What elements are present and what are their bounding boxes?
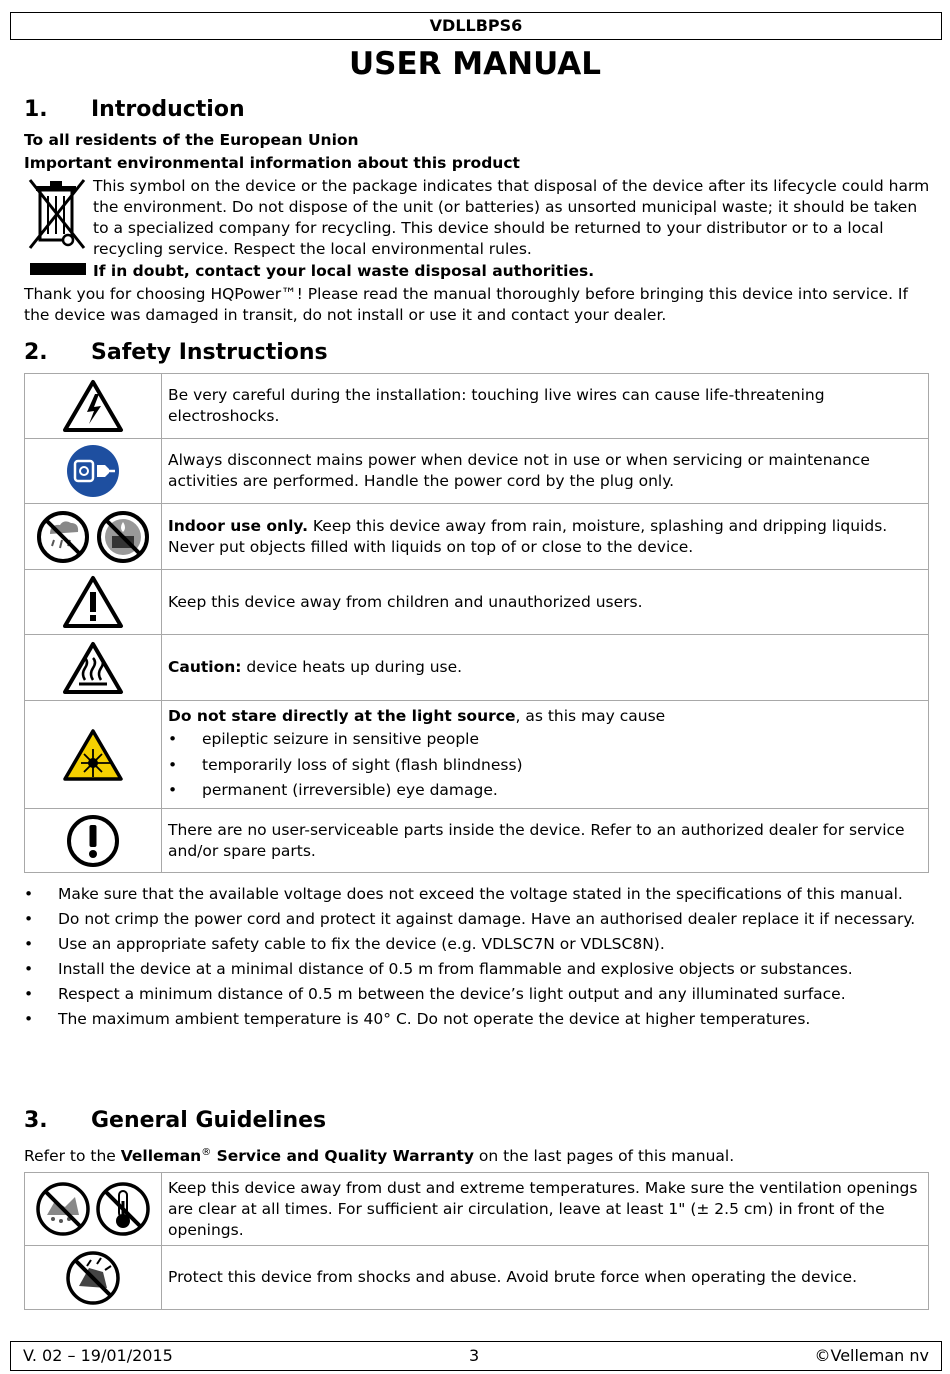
section-2-title: Safety Instructions (91, 340, 328, 365)
safety-icon-cell (25, 809, 162, 873)
no-shock-icon (25, 1250, 161, 1306)
section-3-title: General Guidelines (91, 1108, 327, 1133)
guidelines-table (24, 1172, 929, 1310)
safety-row (25, 374, 929, 439)
list-item-text: temporarily loss of sight (flash blindness) (202, 755, 523, 774)
weee-bin-icon (25, 178, 89, 268)
safety-table (24, 373, 929, 873)
section-2-number: 2. (24, 340, 48, 365)
list-item: • Use an appropriate safety cable to fix the device (e.g. VDLSC7N or VDLSC8N). (24, 935, 665, 953)
safety-bullet-list (24, 884, 929, 1030)
safety-icon-cell (25, 635, 162, 701)
guideline-row (25, 1246, 929, 1310)
guideline-icon-cell (25, 1246, 162, 1310)
guideline-text-cell: Protect this device from shocks and abuse. Avoid brute force when operating the device. (162, 1246, 929, 1310)
safety-text-cell (162, 701, 929, 809)
safety-text-cell: Keep this device away from children and unauthorized users. (162, 570, 929, 635)
no-dust-icon (35, 1181, 91, 1237)
page-number: 3 (469, 1346, 480, 1365)
eu-residents-heading: To all residents of the European Union (24, 131, 359, 149)
caution-text: device heats up during use. (241, 658, 463, 676)
laser-icon (25, 727, 161, 783)
warranty-text-c: on the last pages of this manual. (473, 1147, 735, 1166)
environmental-info-heading: Important environmental information about this product (24, 154, 520, 172)
section-1-title: Introduction (91, 97, 245, 122)
safety-icon-cell (25, 701, 162, 809)
list-item: • Make sure that the available voltage does not exceed the voltage stated in the specifications of this manual. (24, 885, 903, 903)
list-item-text: Do not crimp the power cord and protect it against damage. Have an authorised dealer replace it if necessary. (58, 910, 916, 928)
safety-icon-cell (25, 570, 162, 635)
caution-label: Caution: (168, 658, 242, 676)
list-item-text: The maximum ambient temperature is 40° C. Do not operate the device at higher temperatures. (58, 1010, 811, 1028)
light-warning-text: , as this may cause (515, 707, 666, 726)
copyright: ©Velleman nv (814, 1346, 929, 1365)
model-header: VDLLBPS6 (10, 12, 942, 40)
section-2-heading (24, 339, 328, 367)
list-item-text: epileptic seizure in sensitive people (202, 730, 480, 749)
no-rain-icon (36, 510, 90, 564)
list-item: • epileptic seizure in sensitive people (168, 730, 480, 749)
safety-row (25, 570, 929, 635)
list-item: • Install the device at a minimal distance of 0.5 m from flammable and explosive objects or substances. (24, 960, 853, 978)
warranty-text-a: Refer to the (24, 1147, 121, 1166)
exclamation-icon (25, 813, 161, 869)
version-date: V. 02 – 19/01/2015 (23, 1346, 173, 1365)
no-temperature-icon (95, 1181, 151, 1237)
safety-icon-cell (25, 439, 162, 504)
safety-row (25, 504, 929, 570)
brand-name: Velleman (120, 1147, 202, 1166)
safety-row (25, 635, 929, 701)
indoor-use-label: Indoor use only. (168, 516, 308, 535)
warning-icon (25, 574, 161, 630)
list-item-text: Use an appropriate safety cable to fix the device (e.g. VDLSC7N or VDLSC8N). (58, 935, 665, 953)
page-footer (10, 1341, 942, 1371)
list-item-text: Respect a minimum distance of 0.5 m between the device’s light output and any illuminated surface. (58, 985, 846, 1003)
section-1-heading (24, 96, 245, 124)
list-item: • Respect a minimum distance of 0.5 m between the device’s light output and any illuminated surface. (24, 985, 846, 1003)
guideline-text-cell: Keep this device away from dust and extreme temperatures. Make sure the ventilation openings are clear at all times. For sufficient air circulation, leave at least 1" (± 2.5 cm) in front of the openings. (162, 1173, 929, 1246)
guideline-row (25, 1173, 929, 1246)
hot-surface-icon (25, 640, 161, 696)
safety-text-cell (162, 635, 929, 701)
weee-text: This symbol on the device or the package indicates that disposal of the device after its lifecycle could harm the environment. Do not dispose of the unit (or batteries) as unsorted municipal waste; it should be taken to a specialized company for recycling. This device should be returned to your distributor or to a local recycling service. Respect the local environmental rules. (93, 177, 930, 258)
electric-shock-icon (25, 378, 161, 434)
safety-row (25, 439, 929, 504)
section-3-number: 3. (24, 1108, 48, 1133)
warranty-title: Service and Quality Warranty (211, 1147, 474, 1166)
safety-icon-cell (25, 504, 162, 570)
safety-text-cell: Always disconnect mains power when device not in use or when servicing or maintenance activities are performed. Handle the power cord by the plug only. (162, 439, 929, 504)
section-3-heading (24, 1107, 326, 1135)
list-item: • The maximum ambient temperature is 40° C. Do not operate the device at higher temperatures. (24, 1010, 811, 1028)
waste-disposal-note: If in doubt, contact your local waste disposal authorities. (93, 262, 595, 280)
unplug-icon (25, 443, 161, 499)
thank-you-text: Thank you for choosing HQPower™! Please read the manual thoroughly before bringing this device into service. If the device was damaged in transit, do not install or use it and contact your dealer. (24, 285, 908, 324)
safety-text-cell: There are no user-serviceable parts inside the device. Refer to an authorized dealer for service and/or spare parts. (162, 809, 929, 873)
safety-row (25, 809, 929, 873)
registered-mark: ® (201, 1147, 212, 1158)
light-warning-label: Do not stare directly at the light source (168, 707, 516, 726)
list-item-text: permanent (irreversible) eye damage. (202, 781, 498, 800)
safety-icon-cell (25, 374, 162, 439)
list-item: • temporarily loss of sight (flash blindness) (168, 755, 523, 774)
list-item-text: Make sure that the available voltage does not exceed the voltage stated in the specifications of this manual. (58, 885, 903, 903)
safety-text-cell (162, 504, 929, 570)
safety-text-cell: Be very careful during the installation: touching live wires can cause life-threatening electroshocks. (162, 374, 929, 439)
guideline-icon-cell (25, 1173, 162, 1246)
page-title: USER MANUAL (348, 46, 602, 82)
warranty-reference (24, 1142, 929, 1167)
list-item: • permanent (irreversible) eye damage. (168, 781, 498, 800)
list-item: • Do not crimp the power cord and protect it against damage. Have an authorised dealer replace it if necessary. (24, 910, 916, 928)
section-1-number: 1. (24, 97, 48, 122)
weee-bar (30, 263, 86, 275)
list-item-text: Install the device at a minimal distance of 0.5 m from flammable and explosive objects or substances. (58, 960, 853, 978)
indoor-use-text: Keep this device away from rain, moisture, splashing and dripping liquids. Never put objects filled with liquids on top of or close to the device. (168, 516, 888, 556)
no-liquid-icon (96, 510, 150, 564)
safety-row (25, 701, 929, 809)
